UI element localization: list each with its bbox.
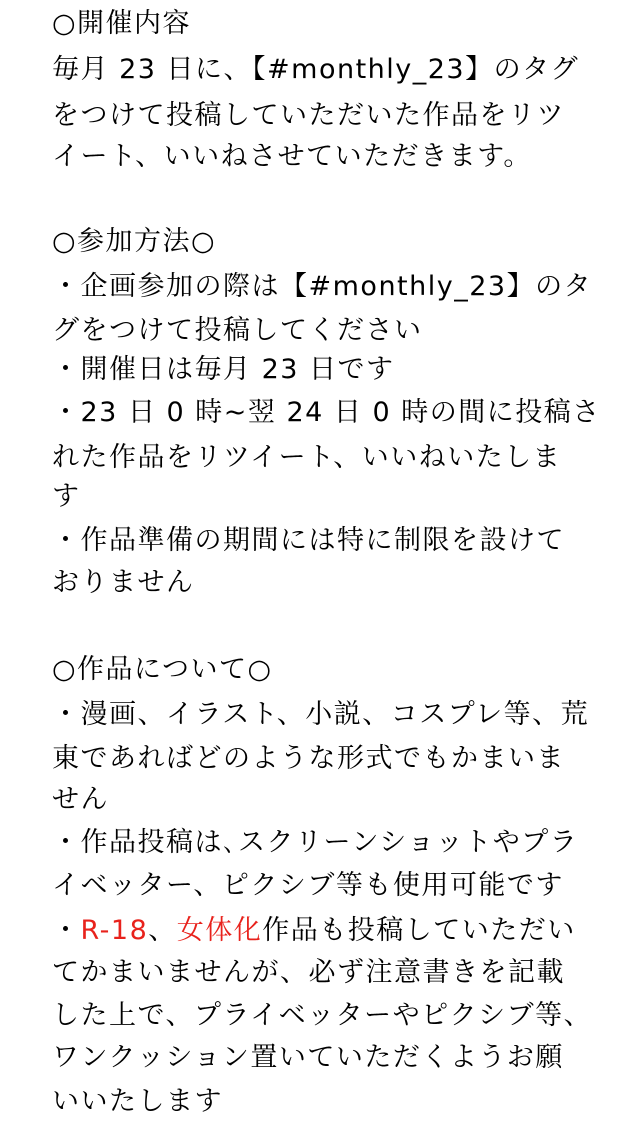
section-heading-works: ○作品について○ bbox=[52, 654, 273, 685]
body-line: ・開催日は毎月 23 日です bbox=[52, 354, 395, 385]
nyotaika-highlight: 女体化 bbox=[176, 915, 263, 946]
body-line: 毎月 23 日に、【#monthly_23】のタグ bbox=[52, 54, 580, 85]
body-line: ・作品準備の期間には特に制限を設けて bbox=[52, 525, 565, 556]
section-heading-participation: ○参加方法○ bbox=[52, 226, 217, 257]
body-line: ・23 日 0 時~翌 24 日 0 時の間に投稿さ bbox=[52, 397, 601, 428]
notice-rest: 作品も投稿していただい bbox=[262, 915, 576, 946]
notice-separator: 、 bbox=[148, 915, 177, 946]
body-line: てかまいませんが、必ず注意書きを記載 bbox=[52, 957, 565, 988]
body-line: れた作品をリツイート、いいねいたしま bbox=[52, 442, 562, 473]
r18-highlight: R-18 bbox=[80, 915, 149, 946]
body-line: ・作品投稿は､スクリーンショットやプラ bbox=[52, 827, 579, 858]
notice-line bbox=[52, 913, 576, 949]
body-line: おりません bbox=[52, 567, 195, 598]
body-line: ワンクッション置いていただくようお願 bbox=[52, 1042, 564, 1073]
body-line: いいたします bbox=[52, 1086, 223, 1117]
body-line: す bbox=[52, 481, 81, 512]
body-line: せん bbox=[52, 784, 109, 815]
notice-bullet: ・ bbox=[52, 915, 81, 946]
body-line: ・漫画、イラスト、小説、コスプレ等、荒 bbox=[52, 699, 590, 730]
body-line: した上で、プライベッターやピクシブ等、 bbox=[52, 1000, 593, 1031]
body-line: イベッター、ピクシブ等も使用可能です bbox=[52, 870, 564, 901]
section-heading-event-content: ○開催内容 bbox=[52, 8, 192, 39]
body-line: をつけて投稿していただいた作品をリツ bbox=[52, 100, 565, 131]
body-line: ・企画参加の際は【#monthly_23】のタ bbox=[52, 271, 593, 302]
body-line: 東であればどのような形式でもかまいま bbox=[52, 743, 565, 774]
body-line: グをつけて投稿してください bbox=[52, 315, 423, 346]
body-line: イート、いいねさせていただきます。 bbox=[52, 141, 532, 172]
